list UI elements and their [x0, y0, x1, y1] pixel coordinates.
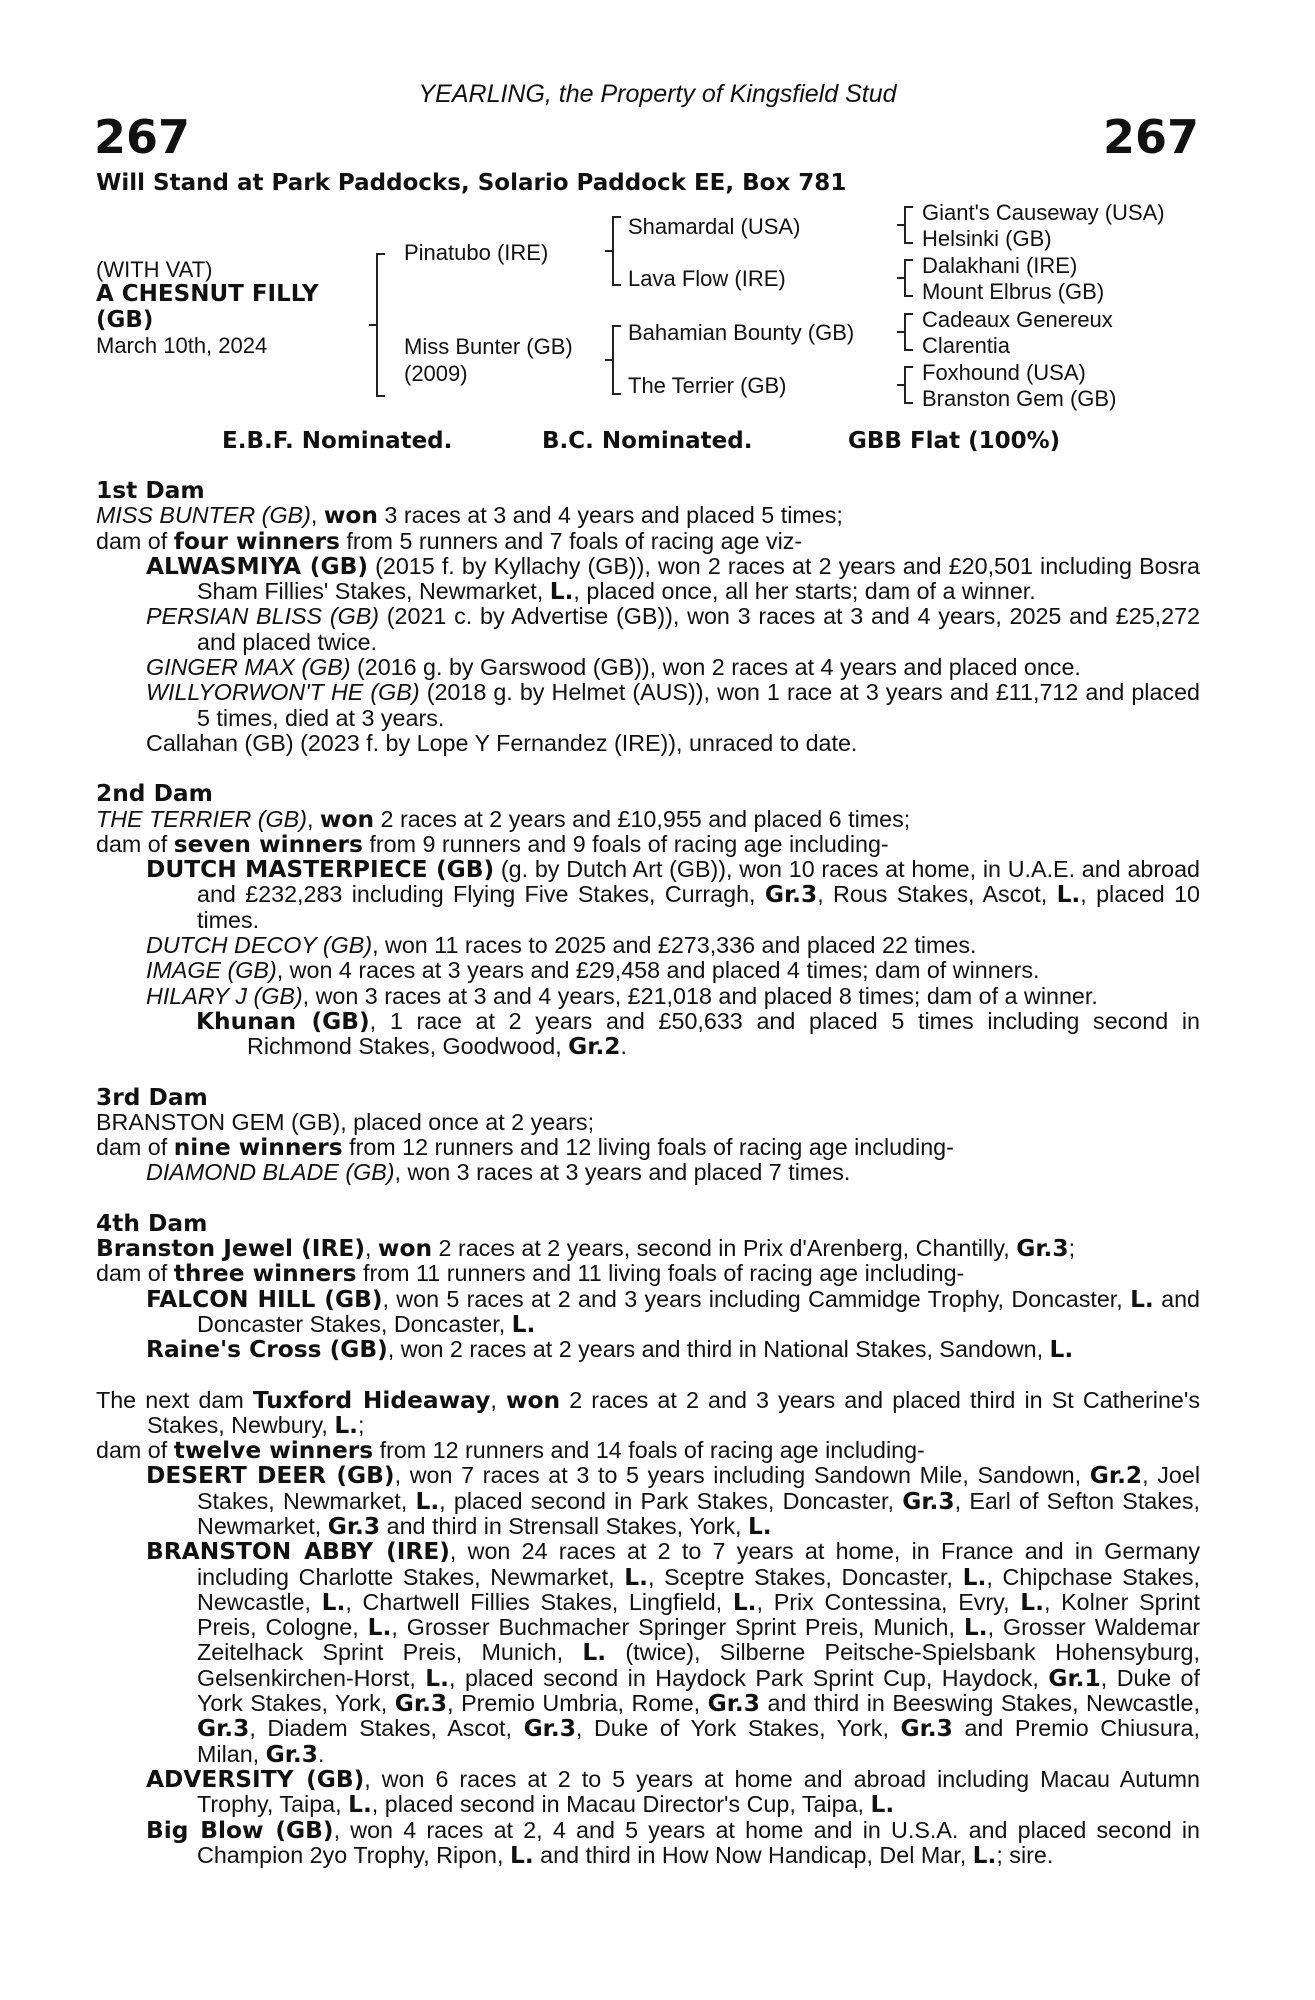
- catalogue-title: YEARLING, the Property of Kingsfield Stud: [418, 80, 897, 108]
- second-dam-record: THE TERRIER (GB), won 2 races at 2 years and £10,955 and placed 6 times;: [96, 805, 911, 833]
- third-dam-heading: 3rd Dam: [96, 1083, 208, 1111]
- second-dam-progeny-4: HILARY J (GB), won 3 races at 3 and 4 years, £21,018 and placed 8 times; dam of a winner.: [146, 982, 1098, 1009]
- lot-number-right: 267: [1102, 110, 1199, 164]
- fourth-dam-heading: 4th Dam: [96, 1209, 208, 1237]
- pedigree-g5: Cadeaux Genereux: [922, 307, 1113, 332]
- next-dam-progeny-4: Big Blow (GB), won 4 races at 2, 4 and 5 years at home and in U.S.A. and placed second in Champion 2yo Trophy, Ripon, L. and third in How Now Handicap, Del Mar, L.; sire.: [146, 1816, 1200, 1869]
- vat-label: (WITH VAT): [96, 257, 213, 282]
- first-dam-progeny-4: WILLYORWON'T HE (GB) (2018 g. by Helmet (AUS)), won 1 race at 3 years and £11,712 and placed 5 times, died at 3 years.: [146, 679, 1200, 731]
- produce-record: [96, 478, 1200, 1868]
- pedigree-bracket-dam: [612, 325, 621, 395]
- third-dam-record: BRANSTON GEM (GB), placed once at 2 years;: [96, 1108, 595, 1135]
- first-dam-progeny-1: ALWASMIYA (GB) (2015 f. by Kyllachy (GB)), won 2 races at 2 years and £20,501 including Bosra Sham Fillies' Stakes, Newmarket, L., placed once, all her starts; dam of a winner.: [146, 552, 1200, 606]
- first-dam-summary: dam of four winners from 5 runners and 7 foals of racing age viz-: [96, 527, 803, 555]
- first-dam-progeny-5: Callahan (GB) (2023 f. by Lope Y Fernandez (IRE)), unraced to date.: [146, 729, 858, 756]
- horse-name-suffix: (GB): [96, 307, 154, 333]
- pedigree-bracket-sire: [612, 216, 621, 286]
- pedigree-g7: Foxhound (USA): [922, 360, 1086, 385]
- pedigree-dam: Miss Bunter (GB): [404, 334, 573, 359]
- next-dam-progeny-1: DESERT DEER (GB), won 7 races at 3 to 5 years including Sandown Mile, Sandown, Gr.2, Joel Stakes, Newmarket, L., placed second in Park Stakes, Doncaster, Gr.3, Earl of Sefton Stakes, Newmarket, Gr.3 and third in Strensall Stakes, York, L.: [146, 1462, 1200, 1540]
- lot-number-left: 267: [94, 110, 191, 164]
- pedigree-sire: Pinatubo (IRE): [404, 240, 549, 265]
- pedigree-bracket-g3: [904, 313, 913, 351]
- second-dam-heading: 2nd Dam: [96, 780, 213, 808]
- horse-name: A CHESNUT FILLY: [96, 281, 319, 307]
- pedigree-bracket-g4: [904, 366, 913, 404]
- third-dam-progeny-1: DIAMOND BLADE (GB), won 3 races at 3 years and placed 7 times.: [146, 1159, 851, 1186]
- fourth-dam-progeny-1: FALCON HILL (GB), won 5 races at 2 and 3 years including Cammidge Trophy, Doncaster, L. and Doncaster Stakes, Doncaster, L.: [146, 1285, 1200, 1338]
- gbb-status: GBB Flat (100%): [848, 428, 1061, 454]
- second-dam-progeny-1: DUTCH MASTERPIECE (GB) (g. by Dutch Art (GB)), won 10 races at home, in U.A.E. and abroad and £232,283 including Flying Five Stakes, Curragh, Gr.3, Rous Stakes, Ascot, L., placed 10 times.: [146, 856, 1200, 933]
- second-dam-grandprogeny-1: Khunan (GB), 1 race at 2 years and £50,633 and placed 5 times including second in Richmond Stakes, Goodwood, Gr.2.: [196, 1007, 1201, 1061]
- third-dam-summary: dam of nine winners from 12 runners and 12 living foals of racing age including-: [96, 1134, 954, 1162]
- first-dam-progeny-2: PERSIAN BLISS (GB) (2021 c. by Advertise (GB)), won 3 races at 3 and 4 years, 2025 and £25,272 and placed twice.: [146, 603, 1200, 655]
- second-dam-summary: dam of seven winners from 9 runners and 9 foals of racing age including-: [96, 830, 889, 858]
- pedigree-g8: Branston Gem (GB): [922, 386, 1117, 411]
- bc-nomination: B.C. Nominated.: [542, 428, 753, 454]
- date-of-birth: March 10th, 2024: [96, 333, 268, 358]
- pedigree-g4: Mount Elbrus (GB): [922, 279, 1105, 304]
- pedigree-bracket-main: [376, 253, 385, 397]
- next-dam-progeny-3: ADVERSITY (GB), won 6 races at 2 to 5 years at home and abroad including Macau Autumn Trophy, Taipa, L., placed second in Macau Director's Cup, Taipa, L.: [146, 1765, 1200, 1819]
- ebf-nomination: E.B.F. Nominated.: [222, 428, 453, 454]
- pedigree-g1: Giant's Causeway (USA): [922, 200, 1165, 225]
- fourth-dam-progeny-2: Raine's Cross (GB), won 2 races at 2 years and third in National Stakes, Sandown, L.: [146, 1336, 1074, 1364]
- pedigree-dam-year: (2009): [404, 361, 468, 386]
- stand-location: Will Stand at Park Paddocks, Solario Paddock EE, Box 781: [96, 170, 847, 196]
- fourth-dam-summary: dam of three winners from 11 runners and 11 living foals of racing age including-: [96, 1260, 965, 1288]
- pedigree-bracket-g1: [904, 206, 913, 244]
- pedigree-sire-dam: Lava Flow (IRE): [628, 266, 786, 291]
- second-dam-progeny-2: DUTCH DECOY (GB), won 11 races to 2025 and £273,336 and placed 22 times.: [146, 932, 977, 959]
- pedigree-bracket-g2: [904, 259, 913, 297]
- next-dam-progeny-2: BRANSTON ABBY (IRE), won 24 races at 2 to 7 years at home, in France and in Germany including Charlotte Stakes, Newmarket, L., Sceptre Stakes, Doncaster, L., Chipchase Stakes, Newcastle, L., Chartwell Fillies Stakes, Lingfield, L., Prix Contessina, Evry, L., Kolner Sprint Preis, Cologne, L., Grosser Buchmacher Springer Sprint Preis, Munich, L., Grosser Waldemar Zeitelhack Sprint Preis, Munich, L. (twice), Silberne Peitsche-Spielsbank Hohensyburg, Gelsenkirchen-Horst, L., placed second in Haydock Park Sprint Cup, Haydock, Gr.1, Duke of York Stakes, York, Gr.3, Premio Umbria, Rome, Gr.3 and third in Beeswing Stakes, Newcastle, Gr.3, Diadem Stakes, Ascot, Gr.3, Duke of York Stakes, York, Gr.3 and Premio Chiusura, Milan, Gr.3.: [146, 1538, 1201, 1768]
- second-dam-progeny-3: IMAGE (GB), won 4 races at 3 years and £29,458 and placed 4 times; dam of winners.: [146, 957, 1040, 984]
- next-dam-record: The next dam Tuxford Hideaway, won 2 races at 2 and 3 years and placed third in St Catherine's Stakes, Newbury, L.;: [96, 1386, 1200, 1439]
- fourth-dam-record: Branston Jewel (IRE), won 2 races at 2 years, second in Prix d'Arenberg, Chantilly, Gr.3;: [96, 1235, 1076, 1263]
- first-dam-record: MISS BUNTER (GB), won 3 races at 3 and 4 years and placed 5 times;: [96, 502, 843, 530]
- next-dam-summary: dam of twelve winners from 12 runners and 14 foals of racing age including-: [96, 1437, 925, 1465]
- pedigree-dam-sire: Bahamian Bounty (GB): [628, 320, 855, 345]
- pedigree-sire-sire: Shamardal (USA): [628, 214, 801, 239]
- pedigree-g3: Dalakhani (IRE): [922, 253, 1078, 278]
- pedigree-g6: Clarentia: [922, 333, 1011, 358]
- first-dam-progeny-3: GINGER MAX (GB) (2016 g. by Garswood (GB)), won 2 races at 4 years and placed once.: [146, 654, 1081, 681]
- pedigree-g2: Helsinki (GB): [922, 226, 1052, 251]
- first-dam-heading: 1st Dam: [96, 477, 205, 504]
- pedigree-dam-dam: The Terrier (GB): [628, 373, 787, 398]
